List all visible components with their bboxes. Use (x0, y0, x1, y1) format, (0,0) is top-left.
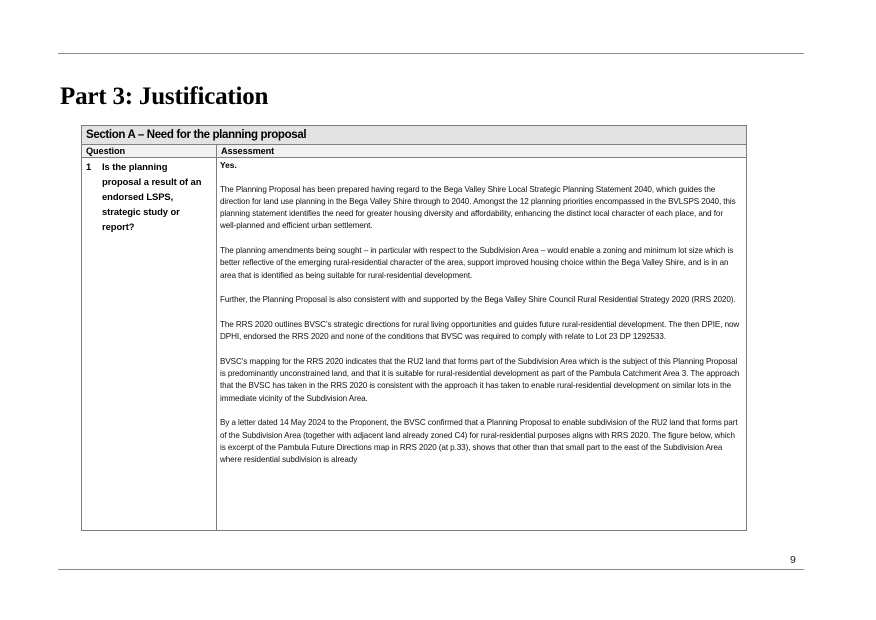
question-number: 1 (86, 161, 92, 172)
section-title: Section A – Need for the planning proposal (82, 126, 747, 145)
column-header-row (82, 145, 747, 158)
assessment-paragraph-bvsc-mapping: BVSC’s mapping for the RRS 2020 indicates that the RU2 land that forms part of the Subdivision Area which is the subject of this Planning Proposal is predominantly unconstrained land, and that it is suitable for rural-residential development as part of the Pambula Catchment Area 3. The approach that the BVSC has taken in the RRS 2020 is consistent with the approach it has taken to enable rural-residential development on similar lots in the immediate vicinity of the Subdivision Area. (220, 356, 740, 403)
assessment-paragraph-amendments: The planning amendments being sought – in particular with respect to the Subdivision Area – would enable a zoning and minimum lot size which is better reflective of the emerging rural-residential character of the area, support improved housing choice within the Bega Valley Shire, and is in an area that is identified as being suitable for rural-residential development. (220, 246, 734, 280)
answer-lead: Yes. (220, 160, 237, 170)
table-row (82, 158, 747, 531)
assessment-cell (217, 158, 747, 531)
column-header-assessment: Assessment (217, 145, 747, 158)
column-header-question: Question (82, 145, 217, 158)
question-cell (82, 158, 217, 531)
section-header-row (82, 126, 747, 145)
page-number: 9 (790, 554, 796, 566)
footer-rule (58, 569, 804, 570)
header-rule (58, 53, 804, 54)
page-title: Part 3: Justification (60, 83, 269, 110)
assessment-paragraph-lsps: The Planning Proposal has been prepared having regard to the Bega Valley Shire Local Strategic Planning Statement 2040, which guides the direction for land use planning in the Bega Valley Shire through to 2040. Amongst the 12 planning priorities encompassed in the BVLSPS 2040, this planning statement identifies the need for greater housing diversity and affordability, enhancing the distinct local character of each place, and for well-planned and efficient urban settlement. (220, 184, 736, 231)
assessment-paragraph-rrs-outline: The RRS 2020 outlines BVSC’s strategic directions for rural living opportunities and guides future rural-residential development. The then DPIE, now DPHI, endorsed the RRS 2020 and none of the conditions that BVSC was required to comply with relate to Lot 23 DP 1292533. (220, 319, 740, 342)
assessment-table (81, 125, 747, 531)
assessment-paragraph-letter: By a letter dated 14 May 2024 to the Proponent, the BVSC confirmed that a Planning Proposal to enable subdivision of the RU2 land that forms part of the Subdivision Area (together with adjacent land already zoned C4) for rural-residential purposes aligns with RRS 2020. The figure below, which is excerpt of the Pambula Future Directions map in RRS 2020 (at p.33), shows that other than that small part to the east of the Subdivision Area where residential subdivision is already (220, 418, 738, 465)
question-text: Is the planning proposal a result of an endorsed LSPS, strategic study or report? (102, 161, 202, 232)
assessment-paragraph-rrs-consistency: Further, the Planning Proposal is also consistent with and supported by the Bega Valley Shire Council Rural Residential Strategy 2020 (RRS 2020). (220, 295, 736, 305)
